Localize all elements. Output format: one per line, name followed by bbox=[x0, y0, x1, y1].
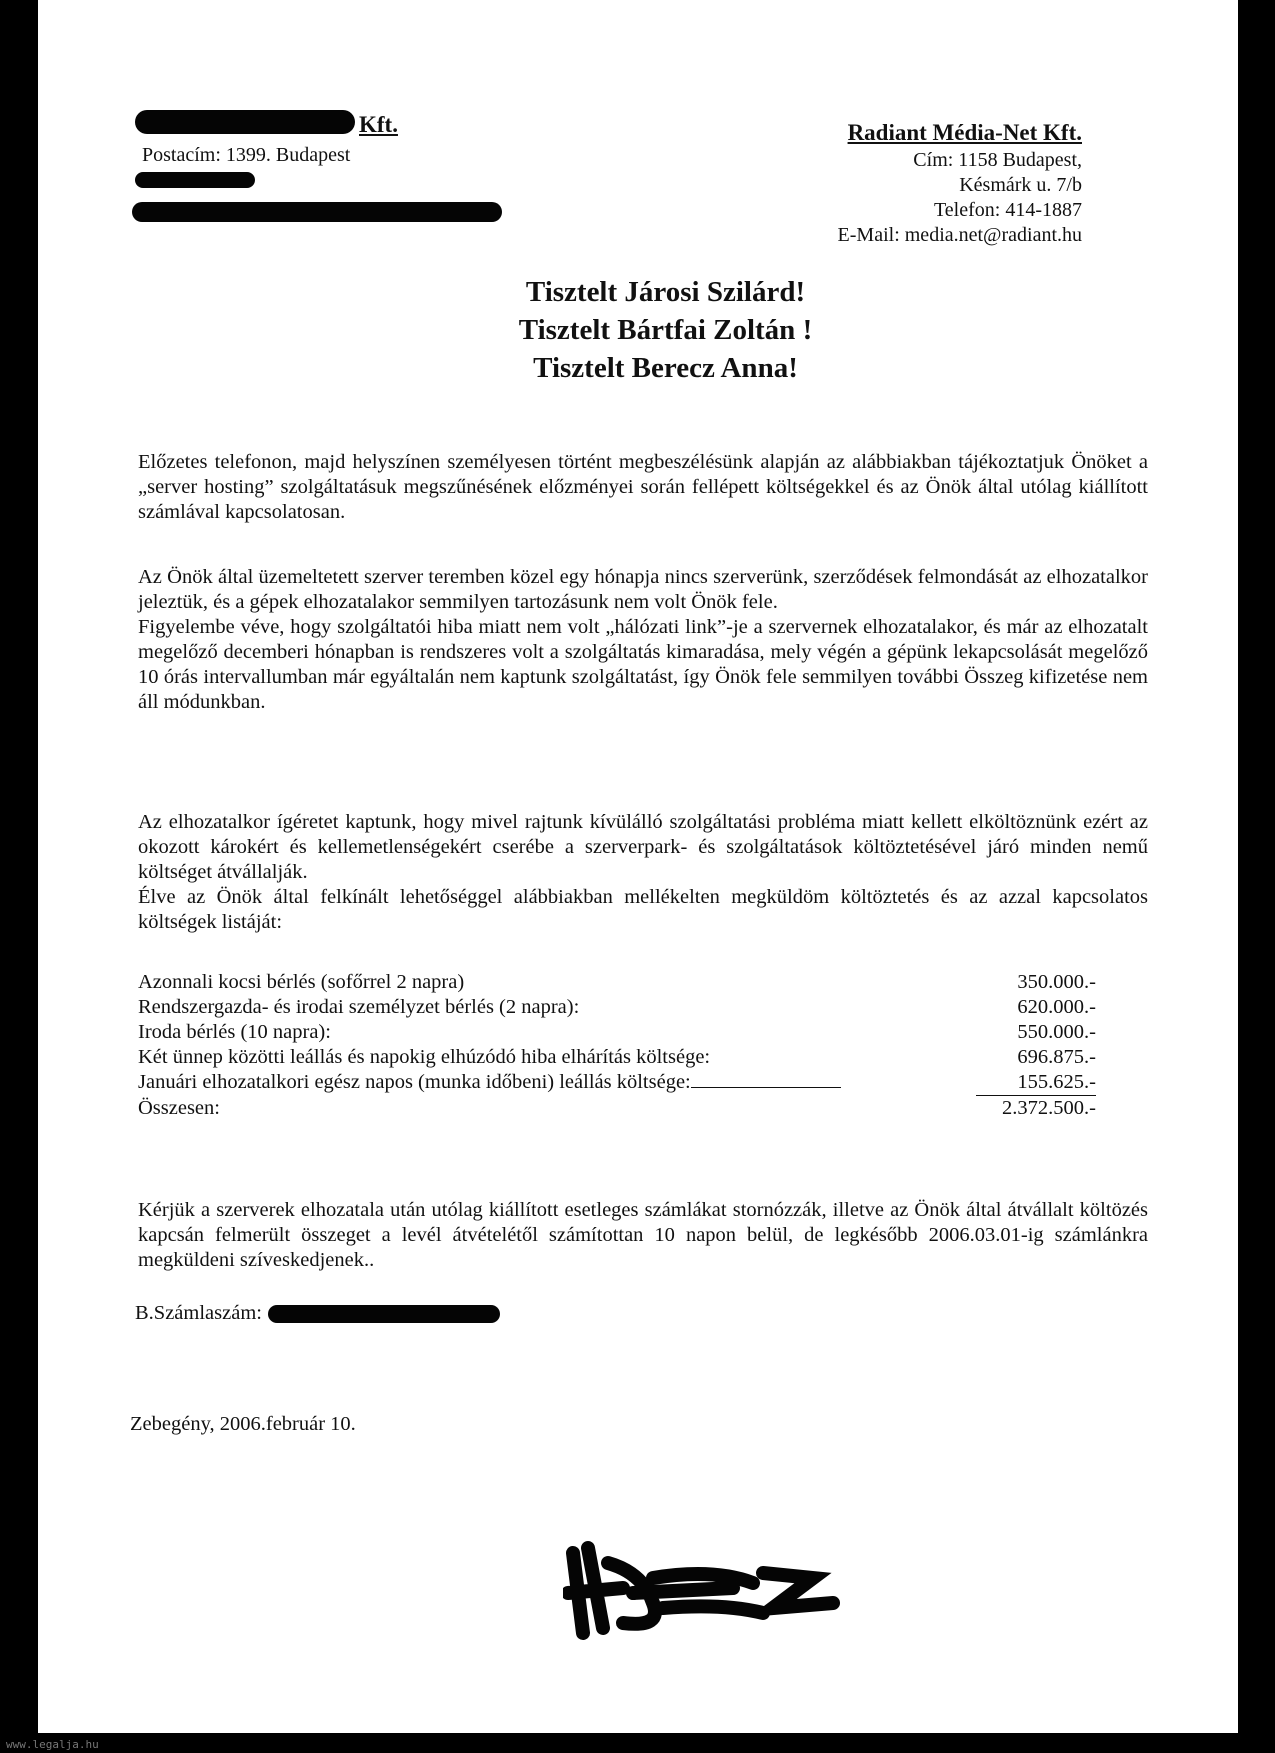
cost-row bbox=[138, 970, 1096, 995]
cost-amount: 155.625.- bbox=[976, 1070, 1096, 1096]
cost-amount: 550.000.- bbox=[1017, 1021, 1096, 1043]
paragraph-text: Kérjük a szerverek elhozatala után utólag kiállított esetleges számlákat stornózzák, illetve az Önök által átvállalt költözés kapcsán felmerült összeget a levél átvételétől számítottan 10 napon belül, de legkésőbb 2006.03.01-ig számlánkra megküldeni szíveskedjenek.. bbox=[138, 1199, 1148, 1271]
sender-company-suffix: Kft. bbox=[359, 112, 398, 137]
bank-account-label: B.Számlaszám: bbox=[135, 1302, 262, 1324]
recipient-address-line-2: Késmárk u. 7/b bbox=[959, 174, 1082, 196]
cost-label: Két ünnep közötti leállás és napokig elhúzódó hiba elhárítás költsége: bbox=[138, 1046, 711, 1068]
redaction-sender-name bbox=[135, 110, 355, 134]
body-paragraph-situation bbox=[138, 565, 1148, 715]
total-row bbox=[138, 1096, 1096, 1121]
paragraph-text: Az Önök által üzemeltetett szerver teremben közel egy hónapja nincs szerverünk, szerződések felmondását az elhozatalkor jeleztük, és a gépek elhozatalakor semmilyen tartozásunk nem volt Önök fele. bbox=[138, 566, 1148, 613]
redaction-sender-line-1 bbox=[135, 172, 255, 188]
cost-row bbox=[138, 1020, 1096, 1045]
cost-amount: 350.000.- bbox=[1017, 971, 1096, 993]
paragraph-text: Figyelembe véve, hogy szolgáltatói hiba miatt nem volt „hálózati link”-je a szervernek elhozatalakor, és már az elhozatalt megelőző decemberi hónapban is rendszeres volt a szolgáltatás kimaradása, mely végén a gépünk lekapcsolását megelőző 10 órás intervallumban már egyáltalán nem kaptunk szolgáltatást, így Önök fele semmilyen további Összeg kifizetése nem áll módunkban. bbox=[138, 616, 1148, 713]
cost-list bbox=[138, 970, 1096, 1121]
sender-postal-address: Postacím: 1399. Budapest bbox=[142, 144, 351, 166]
recipient-phone: Telefon: 414-1887 bbox=[933, 199, 1082, 221]
cost-label-text: Januári elhozatalkori egész napos (munka időbeni) leállás költsége: bbox=[138, 1071, 691, 1093]
paragraph-text: Élve az Önök által felkínált lehetőséggel alábbiakban mellékelten megküldöm költöztetés és az azzal kapcsolatos költségek listáját: bbox=[138, 886, 1148, 933]
salutations bbox=[38, 273, 1238, 387]
cost-amount: 620.000.- bbox=[1017, 996, 1096, 1018]
redacted-signature bbox=[563, 1533, 863, 1648]
body-paragraph-intro bbox=[138, 450, 1148, 525]
cost-label: Azonnali kocsi bérlés (sofőrrel 2 napra) bbox=[138, 971, 465, 993]
total-label: Összesen: bbox=[138, 1097, 220, 1119]
total-amount: 2.372.500.- bbox=[1002, 1097, 1096, 1119]
body-paragraph-promise bbox=[138, 810, 1148, 935]
paragraph-text: Előzetes telefonon, majd helyszínen személyesen történt megbeszélésünk alapján az alábbiakban tájékoztatjuk Önöket a „server hosting” szolgáltatásuk megszűnésének előzményei során fellépett költségekkel és az Önök által utólag kiállított számlával kapcsolatosan. bbox=[138, 451, 1148, 523]
redaction-bank-account-number bbox=[268, 1305, 500, 1323]
cost-row bbox=[138, 1045, 1096, 1070]
recipient-email: E-Mail: media.net@radiant.hu bbox=[837, 224, 1082, 246]
cost-row bbox=[138, 1070, 1096, 1096]
place-and-date: Zebegény, 2006.február 10. bbox=[130, 1413, 356, 1435]
cost-label: Iroda bérlés (10 napra): bbox=[138, 1021, 331, 1043]
paragraph-text: Az elhozatalkor ígéretet kaptunk, hogy mivel rajtunk kívülálló szolgáltatási probléma miatt kellett elköltöznünk ezért az okozott károkért és kellemetlenségekért cserébe a szerverpark- és szolgáltatások költöztetésével járó minden nemű költséget átvállalják. bbox=[138, 811, 1148, 883]
recipient-company-name: Radiant Média-Net Kft. bbox=[847, 120, 1082, 145]
cost-amount: 696.875.- bbox=[1017, 1046, 1096, 1068]
recipient-address-block bbox=[838, 118, 1082, 248]
salutation-line: Tisztelt Berecz Anna! bbox=[533, 352, 798, 384]
recipient-address-line-1: Cím: 1158 Budapest, bbox=[913, 149, 1082, 171]
salutation-line: Tisztelt Bártfai Zoltán ! bbox=[518, 314, 813, 346]
footer-watermark: www.legalja.hu bbox=[6, 1738, 99, 1751]
salutation-line: Tisztelt Járosi Szilárd! bbox=[525, 276, 806, 308]
body-paragraph-request bbox=[138, 1198, 1148, 1273]
cost-label bbox=[138, 1070, 841, 1096]
cost-row bbox=[138, 995, 1096, 1020]
bank-account bbox=[135, 1302, 262, 1325]
redaction-sender-line-2 bbox=[132, 202, 502, 222]
letter-page bbox=[38, 0, 1238, 1733]
cost-label: Rendszergazda- és irodai személyzet bérlés (2 napra): bbox=[138, 996, 580, 1018]
